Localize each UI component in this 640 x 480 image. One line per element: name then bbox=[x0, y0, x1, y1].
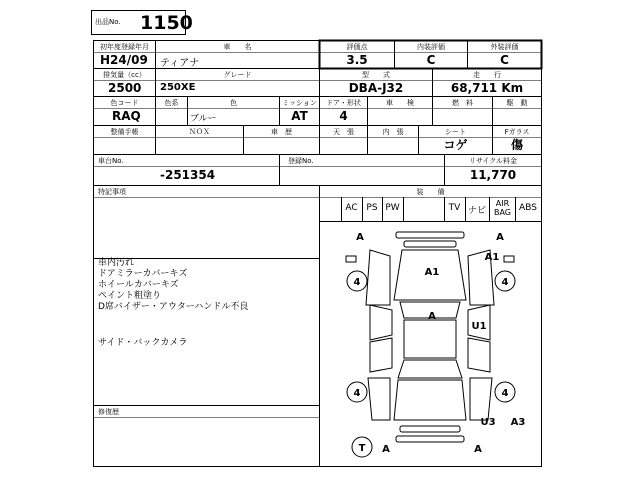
reg-date-value: H24/09 bbox=[100, 53, 148, 67]
mark-wheel-rl: 4 bbox=[353, 388, 361, 399]
notes-list bbox=[98, 258, 248, 313]
mark-front-left: A bbox=[356, 232, 364, 243]
color-label: 色 bbox=[230, 99, 237, 107]
interior-grade-value: C bbox=[426, 53, 436, 67]
chassis-value: -251354 bbox=[160, 168, 216, 182]
grade-label: グレード bbox=[223, 71, 252, 79]
interior-trim-label: 内 張 bbox=[382, 128, 404, 136]
model-label: 型 式 bbox=[362, 71, 390, 79]
color-value: ブルー bbox=[190, 114, 217, 124]
mark-spare-tire: T bbox=[358, 443, 366, 454]
equip-navi: ナビ bbox=[467, 206, 486, 216]
doors-value: 4 bbox=[339, 109, 348, 123]
car-name-label: 車 名 bbox=[223, 43, 252, 51]
recycle-fee-label: リサイクル料金 bbox=[468, 157, 518, 165]
windshield-label: Fガラス bbox=[504, 128, 530, 136]
mileage-label: 走 行 bbox=[473, 71, 501, 79]
equip-pw: PW bbox=[385, 203, 400, 213]
equip-tv: TV bbox=[448, 203, 461, 213]
registration-no-label: 登録No. bbox=[288, 157, 314, 165]
transmission-label: ミッション bbox=[282, 99, 317, 107]
inspection-label: 車 検 bbox=[386, 99, 414, 107]
displacement-value: 2500 bbox=[108, 81, 142, 95]
car-name-value: ティアナ bbox=[160, 58, 200, 69]
mark-wheel-fr: 4 bbox=[501, 277, 509, 288]
mark-wheel-fl: 4 bbox=[353, 277, 361, 288]
mark-rear-corner: A3 bbox=[510, 417, 526, 428]
mark-rear-right: U3 bbox=[480, 417, 496, 428]
color-system-label: 色系 bbox=[164, 99, 179, 107]
note-line: D席バイザー・アウターハンドル不良 bbox=[98, 302, 249, 312]
mileage-value: 68,711 Km bbox=[450, 81, 524, 95]
score-label: 評価点 bbox=[346, 43, 368, 51]
mark-right-fender: A1 bbox=[484, 252, 500, 263]
recycle-fee-value: 11,770 bbox=[469, 168, 517, 182]
maintenance-label: 整備手帳 bbox=[110, 128, 139, 136]
grade-value: 250XE bbox=[160, 82, 196, 93]
nox-label: ＮＯＸ bbox=[189, 128, 210, 136]
equipment-label: 装 備 bbox=[416, 188, 445, 196]
car-diagram bbox=[320, 222, 541, 466]
drive-label: 駆 動 bbox=[506, 99, 528, 107]
mark-roof: A bbox=[428, 311, 436, 322]
score-value: 3.5 bbox=[346, 53, 368, 67]
mark-rear-bumper-right: A bbox=[474, 444, 482, 455]
note-line: 車内汚れ bbox=[98, 258, 135, 268]
color-code-value: RAQ bbox=[112, 109, 141, 123]
exterior-grade-value: C bbox=[500, 53, 509, 67]
history-label: 車 歴 bbox=[271, 128, 292, 136]
equip-ps: PS bbox=[366, 203, 378, 213]
note-line: ホイールカバーキズ bbox=[98, 280, 179, 290]
displacement-label: 排気量（cc） bbox=[103, 71, 146, 79]
note-line: ペイント粗塗り bbox=[98, 291, 162, 301]
transmission-value: AT bbox=[291, 109, 308, 123]
mark-wheel-rr: 4 bbox=[501, 388, 509, 399]
mark-front-right: A bbox=[496, 232, 504, 243]
equip-ac: AC bbox=[345, 203, 358, 213]
chassis-label: 車台No. bbox=[98, 157, 124, 165]
model-value: DBA-J32 bbox=[348, 81, 404, 95]
notes-extra: サイド・バックカメラ bbox=[98, 338, 188, 348]
mark-hood: A1 bbox=[424, 267, 440, 278]
color-code-label: 色コード bbox=[110, 99, 139, 107]
doors-label: ドア・形状 bbox=[326, 99, 361, 107]
note-line: ドアミラーカバーキズ bbox=[98, 269, 188, 279]
notes-label: 特記事項 bbox=[98, 188, 126, 196]
mark-right-door: U1 bbox=[471, 321, 487, 332]
equip-airbag: AIR BAG bbox=[493, 199, 512, 217]
fuel-label: 燃 料 bbox=[452, 99, 473, 107]
windshield-value: 傷 bbox=[510, 138, 523, 152]
interior-grade-label: 内装評価 bbox=[417, 43, 445, 51]
exterior-grade-label: 外装評価 bbox=[490, 43, 519, 51]
seat-value: コゲ bbox=[443, 138, 468, 152]
lot-label: 出品No. bbox=[95, 18, 121, 26]
reg-date-label: 初年度登録年月 bbox=[100, 43, 149, 51]
lot-number: 1150 bbox=[140, 12, 193, 34]
mark-rear-bumper-left: A bbox=[382, 444, 390, 455]
repair-history-label: 修復歴 bbox=[98, 408, 119, 416]
equip-abs: ABS bbox=[519, 203, 537, 213]
seat-label: シート bbox=[445, 128, 466, 136]
headliner-label: 天 張 bbox=[333, 128, 354, 136]
